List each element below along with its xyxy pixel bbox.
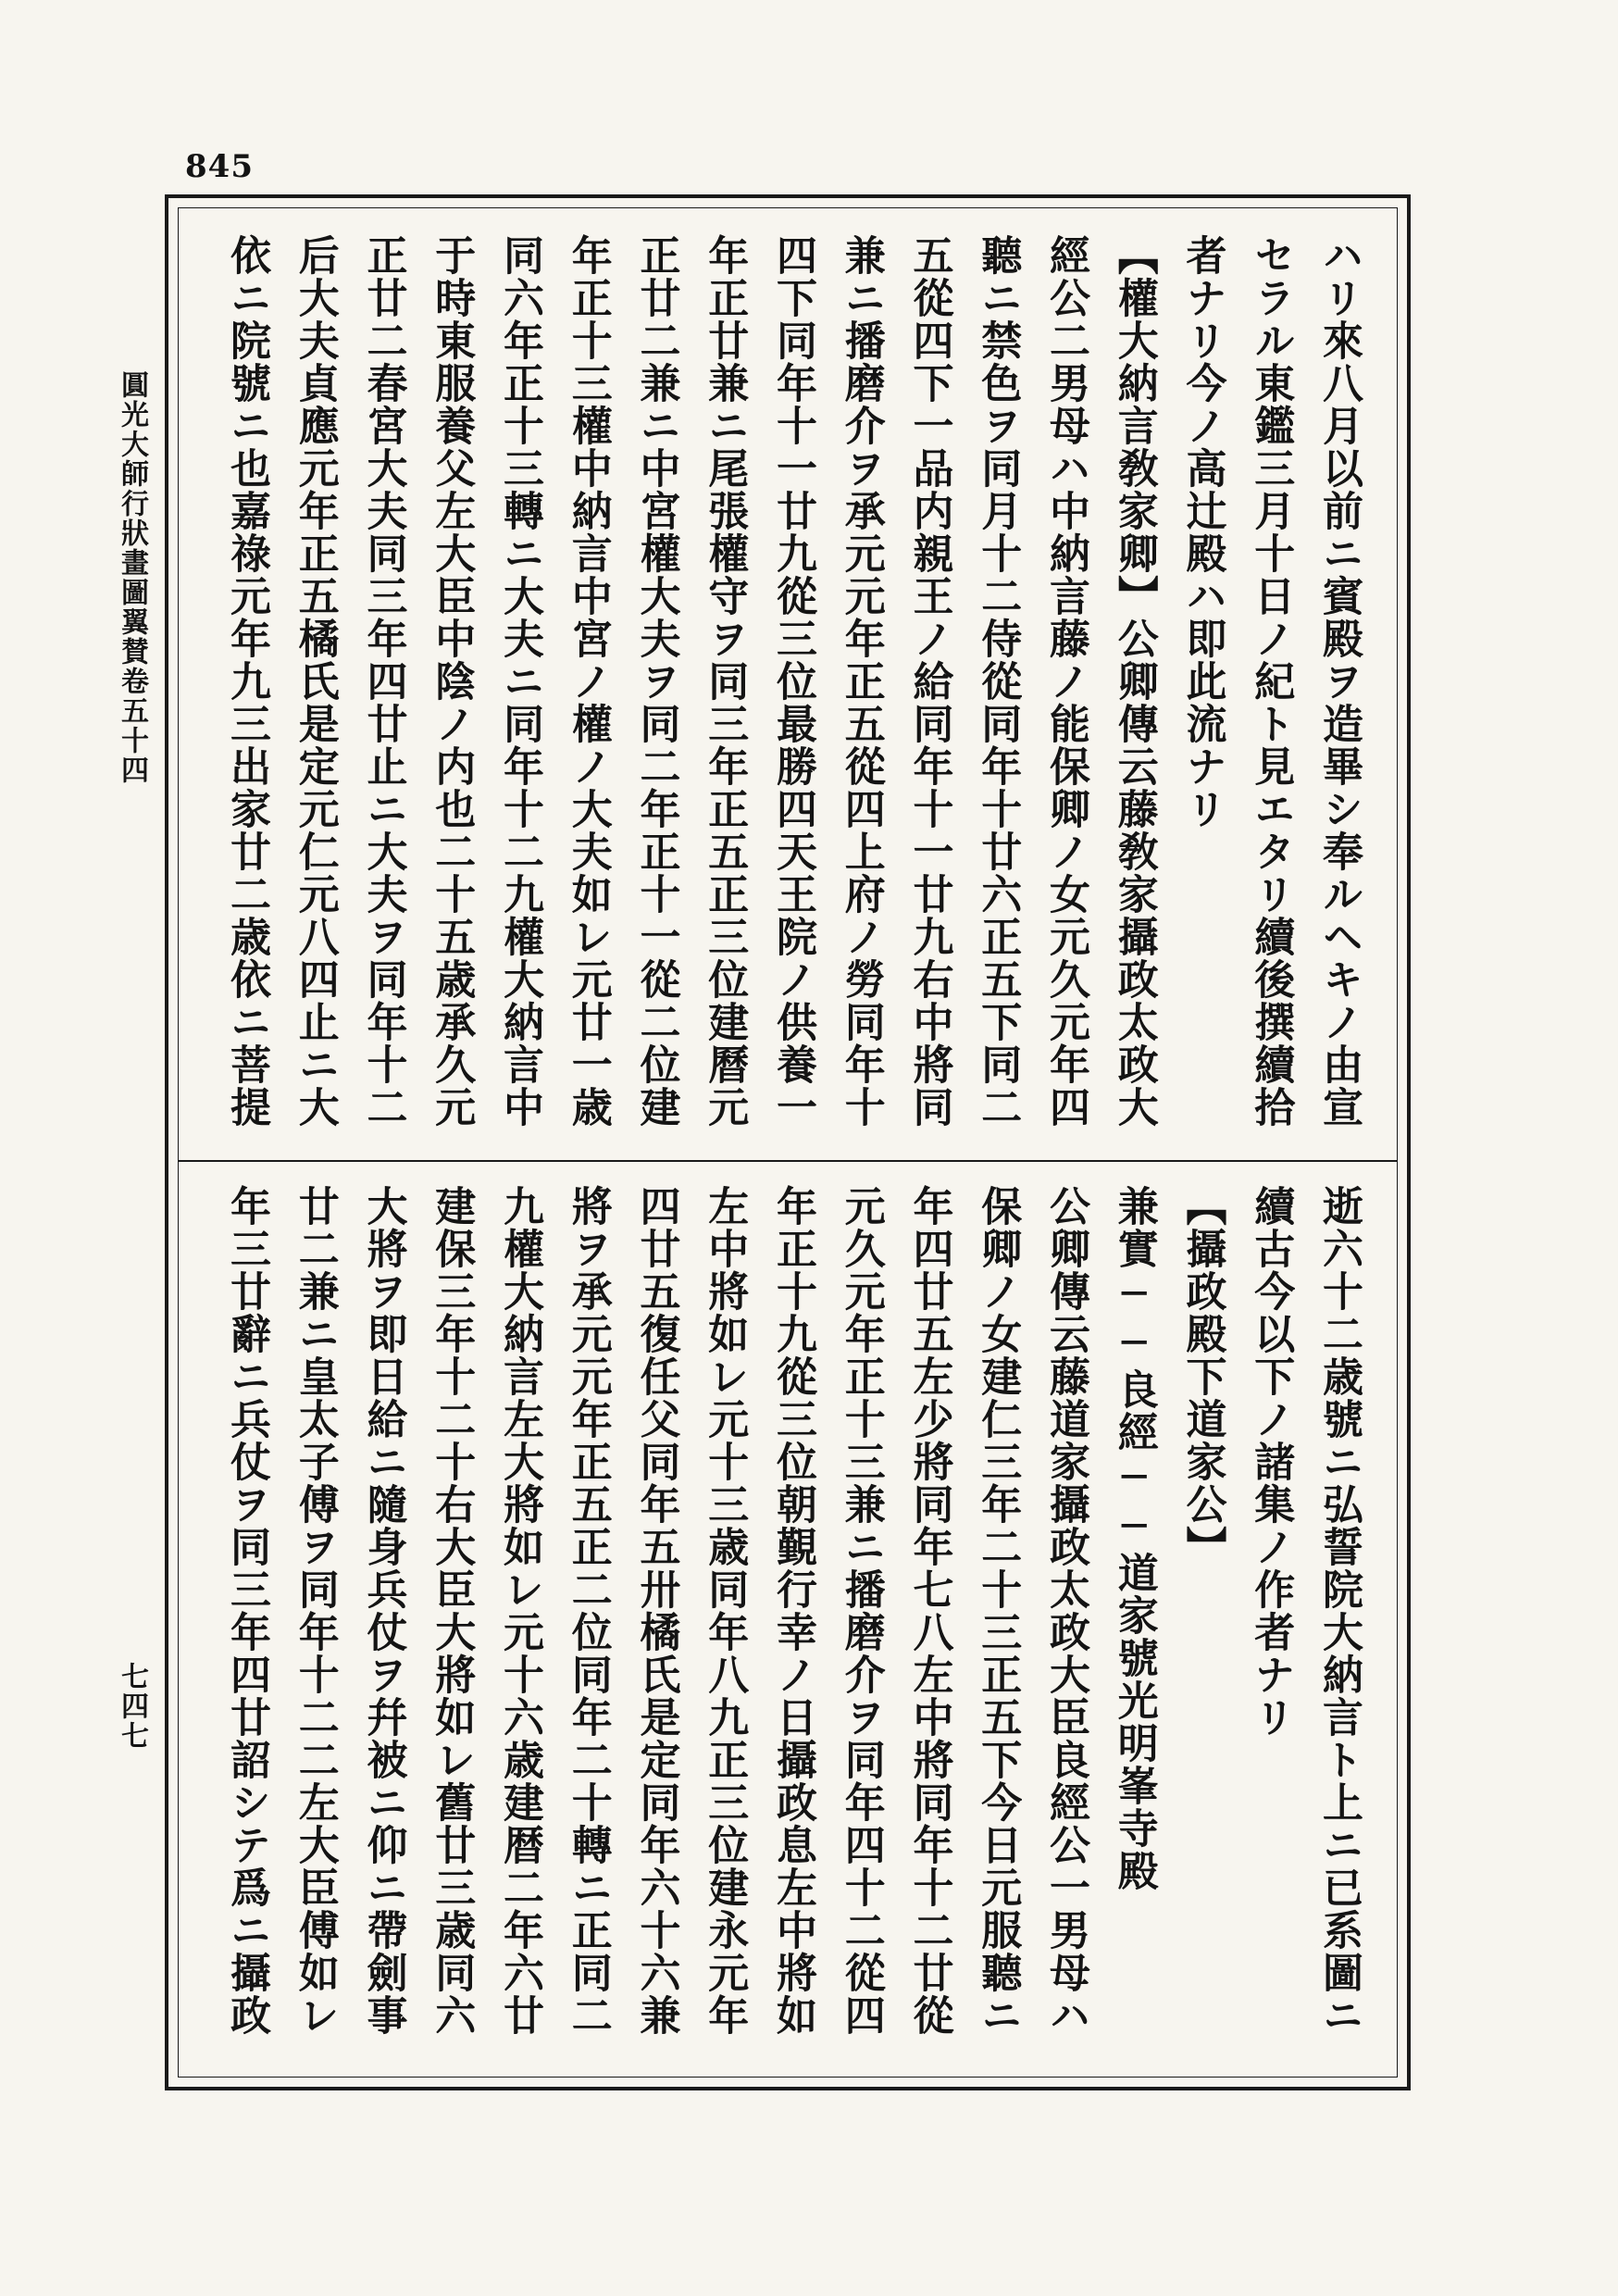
text-column: 續古今以下ノ諸集ノ作者ナリ: [1247, 1185, 1295, 1739]
text-column: セラル東鑑三月十日ノ紀ト見エタリ續後撰續拾: [1247, 234, 1295, 1129]
text-column: 經公二男母ハ中納言藤ノ能保卿ノ女元久元年四: [1042, 234, 1089, 1129]
text-column: 五從四下一品内親王ノ給同年十一廿九右中將同: [905, 234, 953, 1129]
text-column: 四廿五復任父同年五卅橘氏是定同年六十六兼: [632, 1185, 680, 2037]
text-column: 大將ヲ即日給ニ隨身兵仗ヲ幷被ニ仰ニ帶劍事: [359, 1185, 407, 2037]
text-column: 保卿ノ女建仁三年二十三正五下今日元服聽ニ: [974, 1185, 1022, 2037]
text-column: ハリ來八月以前ニ賓殿ヲ造畢シ奉ルヘキノ由宣: [1315, 234, 1363, 1129]
text-column: 元久元年正十三兼ニ播磨介ヲ同年四十二從四: [837, 1185, 885, 2037]
folio-number: 七四七: [116, 1662, 148, 1751]
text-column: 聽ニ禁色ヲ同月十二侍從同年十廿六正五下同二: [974, 234, 1022, 1129]
text-column: 年正廿兼ニ尾張權守ヲ同三年正五正三位建曆元: [701, 234, 749, 1129]
text-column: 者ナリ今ノ高辻殿ハ即此流ナリ: [1178, 234, 1226, 830]
section-heading-column: 【權大納言敎家卿】公卿傳云藤敎家攝政太政大: [1110, 234, 1158, 1129]
text-column: 左中將如レ元十三歳同年八九正三位建永元年: [701, 1185, 749, 2037]
text-column: 依ニ院號ニ也嘉祿元年九三出家廿二歳依ニ菩提: [223, 234, 270, 1129]
upper-text-panel: [216, 234, 1369, 1142]
genealogy-column: 兼實──良經──道家號光明峯寺殿: [1110, 1185, 1158, 1892]
text-column: 年三廿辭ニ兵仗ヲ同三年四廿詔シテ爲ニ攝政: [223, 1185, 270, 2037]
text-column: 四下同年十一廿九從三位最勝四天王院ノ供養一: [769, 234, 816, 1129]
panel-divider: [179, 1160, 1397, 1162]
text-frame: [165, 194, 1411, 2090]
text-column: 后大夫貞應元年正五橘氏是定元仁元八四止ニ大: [291, 234, 339, 1129]
running-title: 圓光大師行狀畫圖翼賛卷五十四: [116, 370, 148, 785]
text-column: 廿二兼ニ皇太子傅ヲ同年十二二左大臣傅如レ: [291, 1185, 339, 2037]
text-column: 年正十九從三位朝覲行幸ノ日攝政息左中將如: [769, 1185, 816, 2037]
text-column: 逝六十二歳號ニ弘誓院大納言ト上ニ已系圖ニ: [1315, 1185, 1363, 2037]
text-column: 正廿二兼ニ中宮權大夫ヲ同二年正十一從二位建: [632, 234, 680, 1129]
text-column: 公卿傳云藤道家攝政太政大臣良經公一男母ハ: [1042, 1185, 1089, 2037]
text-column: 于時東服養父左大臣中陰ノ内也二十五歳承久元: [428, 234, 476, 1129]
text-column: 正廿二春宮大夫同三年四廿止ニ大夫ヲ同年十二: [359, 234, 407, 1129]
text-column: 同六年正十三轉ニ大夫ニ同年十二九權大納言中: [496, 234, 543, 1129]
text-column: 年正十三權中納言中宮ノ權ノ大夫如レ元廿一歳: [564, 234, 612, 1129]
text-column: 九權大納言左大將如レ元十六歳建暦二年六廿: [496, 1185, 543, 2037]
lower-text-panel: [216, 1185, 1369, 2060]
text-column: 兼ニ播磨介ヲ承元元年正五從四上府ノ勞同年十: [837, 234, 885, 1129]
text-frame-inner: [178, 207, 1398, 2078]
section-heading-column: 【攝政殿下道家公】: [1178, 1185, 1226, 1568]
page-number: 845: [185, 148, 254, 185]
text-column: 建保三年十二十右大臣大將如レ舊廿三歳同六: [428, 1185, 476, 2037]
text-column: 將ヲ承元元年正五正二位同年二十轉ニ正同二: [564, 1185, 612, 2037]
text-column: 年四廿五左少將同年七八左中將同年十二廿從: [905, 1185, 953, 2037]
